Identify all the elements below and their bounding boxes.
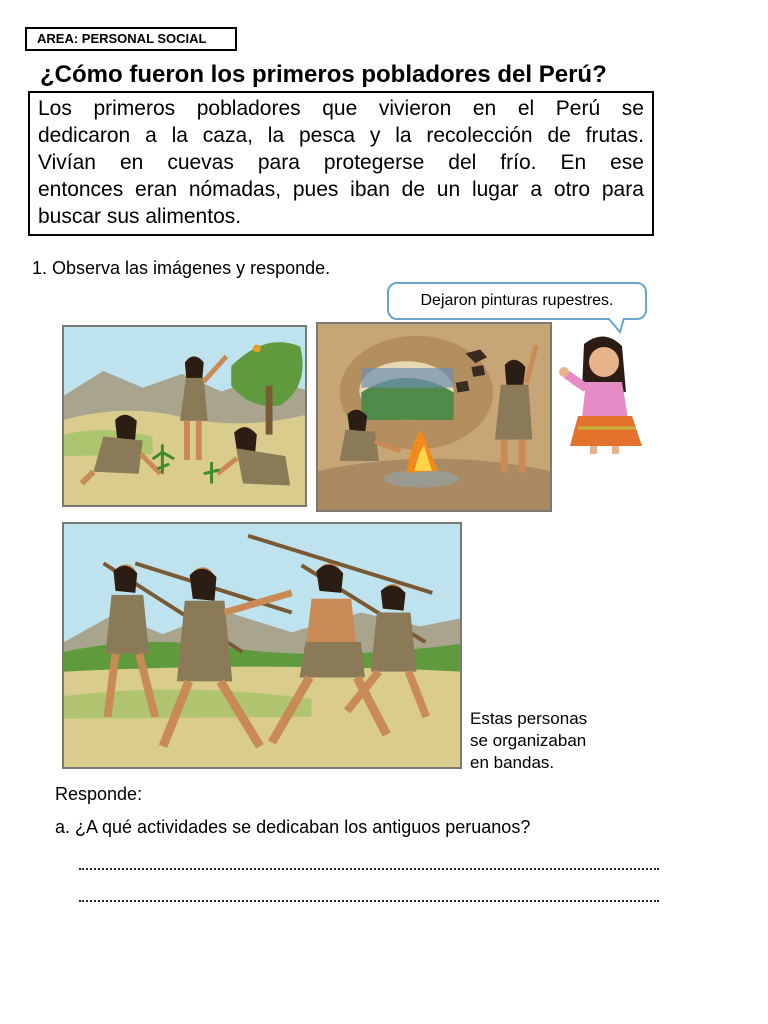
intro-word: primeros	[93, 97, 176, 120]
intro-word: protegerse	[323, 151, 425, 174]
intro-line-4	[38, 176, 644, 203]
band-caption	[470, 708, 587, 774]
intro-word: otro	[553, 178, 591, 201]
intro-word: para	[601, 178, 644, 201]
intro-word: vivieron	[378, 97, 452, 120]
intro-word: entonces	[38, 178, 124, 201]
intro-line-2	[38, 122, 644, 149]
intro-word: nómadas,	[188, 178, 282, 201]
girl-figure	[556, 332, 652, 454]
intro-word: pues	[292, 178, 339, 201]
answer-line-2[interactable]	[79, 882, 659, 902]
intro-word: caza,	[202, 124, 253, 147]
intro-word: cuevas	[167, 151, 234, 174]
page-title: ¿Cómo fueron los primeros pobladores del Perú?	[40, 61, 607, 88]
intro-word: pobladores	[196, 97, 301, 120]
intro-word: en	[119, 151, 144, 174]
responde-label: Responde:	[55, 784, 143, 804]
intro-word: En	[560, 151, 587, 174]
question-a: a. ¿A qué actividades se dedicaban los antiguos peruanos?	[55, 817, 531, 837]
intro-word: que	[322, 97, 358, 120]
intro-word: frío.	[500, 151, 537, 174]
intro-word: en	[472, 97, 497, 120]
intro-text-box	[28, 91, 654, 236]
intro-word: ese	[610, 151, 644, 174]
intro-word: Los	[38, 97, 72, 120]
hunting-band-illustration	[62, 522, 462, 769]
area-label: AREA: PERSONAL SOCIAL	[25, 27, 237, 51]
intro-word: pesca	[298, 124, 356, 147]
answer-line-1[interactable]	[79, 850, 659, 870]
intro-word: de	[401, 178, 426, 201]
intro-word: iban	[350, 178, 390, 201]
intro-word: buscar sus alimentos.	[38, 205, 242, 228]
intro-word: recolección	[426, 124, 533, 147]
intro-word: a	[530, 178, 543, 201]
intro-line-1	[38, 95, 644, 122]
intro-word: la	[267, 124, 285, 147]
intro-word: dedicaron	[38, 124, 131, 147]
intro-word: del	[448, 151, 477, 174]
intro-word: la	[395, 124, 412, 147]
intro-word: Perú	[555, 97, 601, 120]
speech-bubble: Dejaron pinturas rupestres.	[387, 282, 647, 320]
intro-word: y	[369, 124, 381, 147]
band-caption-line-3: en bandas.	[470, 753, 555, 772]
band-caption-line-2: se organizaban	[470, 731, 587, 750]
band-caption-line-1: Estas personas	[470, 709, 588, 728]
intro-word: lugar	[471, 178, 519, 201]
intro-word: eran	[135, 178, 178, 201]
intro-word: un	[436, 178, 461, 201]
intro-line-5	[38, 203, 644, 230]
intro-word: para	[257, 151, 300, 174]
intro-word: a	[145, 124, 157, 147]
intro-word: el	[517, 97, 535, 120]
intro-word: frutas.	[585, 124, 644, 147]
intro-word: de	[547, 124, 571, 147]
intro-word: Vivían	[38, 151, 96, 174]
gathering-illustration	[62, 325, 307, 507]
intro-word: se	[621, 97, 644, 120]
instruction-1: 1. Observa las imágenes y responde.	[32, 258, 331, 278]
intro-word: la	[171, 124, 188, 147]
intro-line-3	[38, 149, 644, 176]
cave-illustration	[316, 322, 552, 512]
